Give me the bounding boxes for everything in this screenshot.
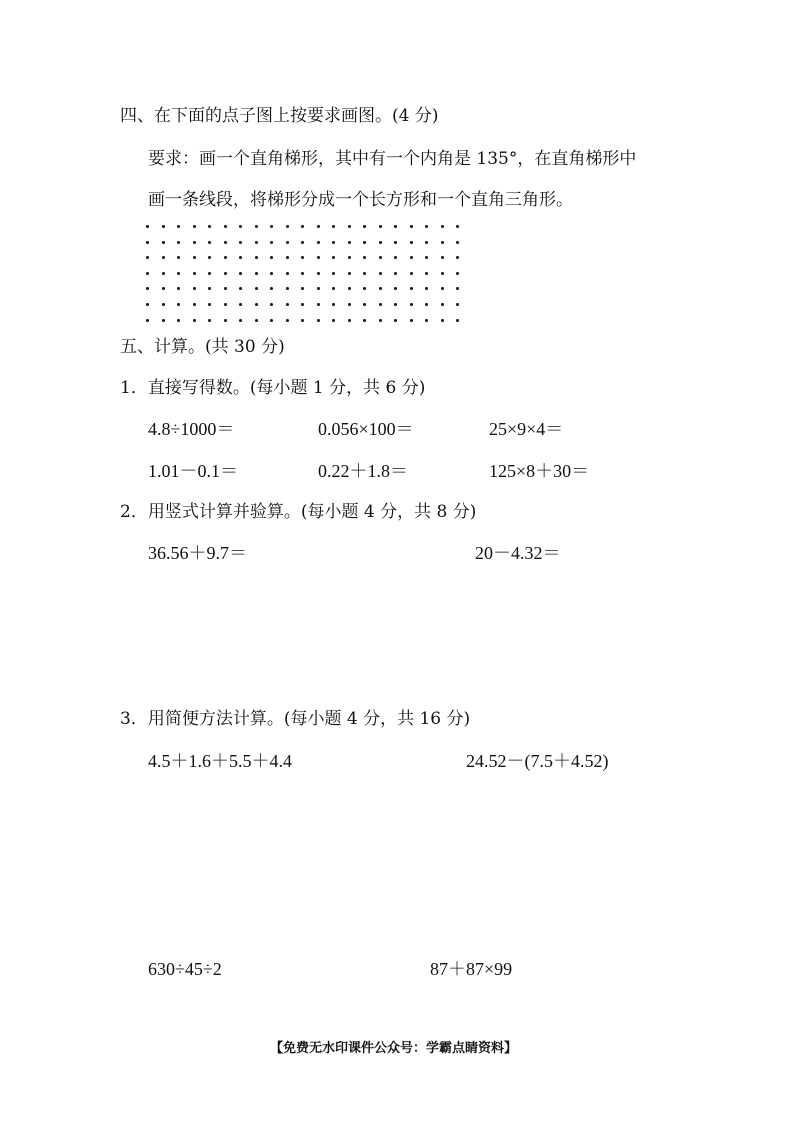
grid-dot[interactable] [286, 225, 289, 228]
grid-dot[interactable] [193, 225, 196, 228]
q2-item: 36.56＋9.7＝ [148, 543, 247, 563]
grid-dot[interactable] [239, 272, 242, 275]
grid-dot[interactable] [301, 287, 304, 290]
grid-dot[interactable] [208, 303, 211, 306]
section-5-heading: 五、计算。(共 30 分) [120, 337, 285, 357]
grid-dot[interactable] [177, 303, 180, 306]
grid-dot[interactable] [317, 319, 320, 322]
grid-dot[interactable] [255, 241, 258, 244]
grid-dot[interactable] [193, 256, 196, 259]
grid-dot[interactable] [348, 241, 351, 244]
grid-dot[interactable] [410, 225, 413, 228]
grid-dot[interactable] [162, 303, 165, 306]
grid-dot[interactable] [270, 303, 273, 306]
grid-dot[interactable] [193, 319, 196, 322]
grid-dot[interactable] [301, 303, 304, 306]
grid-dot[interactable] [441, 303, 444, 306]
grid-dot[interactable] [146, 225, 149, 228]
grid-dot[interactable] [239, 241, 242, 244]
grid-dot[interactable] [363, 241, 366, 244]
grid-dot[interactable] [441, 272, 444, 275]
grid-dot[interactable] [456, 303, 459, 306]
grid-dot[interactable] [317, 256, 320, 259]
grid-dot[interactable] [224, 225, 227, 228]
grid-dot[interactable] [224, 303, 227, 306]
grid-dot[interactable] [410, 241, 413, 244]
q1-item: 4.8÷1000＝ [148, 419, 235, 439]
grid-dot[interactable] [146, 319, 149, 322]
grid-dot[interactable] [162, 287, 165, 290]
grid-dot[interactable] [301, 272, 304, 275]
grid-dot[interactable] [425, 272, 428, 275]
grid-dot[interactable] [332, 225, 335, 228]
grid-dot[interactable] [255, 272, 258, 275]
requirement-line-2: 画一条线段，将梯形分成一个长方形和一个直角三角形。 [148, 190, 573, 210]
requirement-line-1: 要求：画一个直角梯形，其中有一个内角是 135°，在直角梯形中 [148, 149, 637, 169]
grid-dot[interactable] [348, 287, 351, 290]
grid-dot[interactable] [363, 256, 366, 259]
grid-dot[interactable] [379, 303, 382, 306]
grid-dot[interactable] [208, 272, 211, 275]
grid-dot[interactable] [348, 319, 351, 322]
grid-dot[interactable] [162, 256, 165, 259]
grid-dot[interactable] [348, 256, 351, 259]
grid-dot[interactable] [317, 241, 320, 244]
grid-dot[interactable] [239, 225, 242, 228]
grid-dot[interactable] [146, 272, 149, 275]
section-4-heading: 四、在下面的点子图上按要求画图。(4 分) [120, 106, 439, 126]
grid-dot[interactable] [425, 256, 428, 259]
grid-dot[interactable] [348, 225, 351, 228]
q3-item: 4.5＋1.6＋5.5＋4.4 [148, 751, 292, 771]
grid-dot[interactable] [224, 241, 227, 244]
grid-dot[interactable] [177, 287, 180, 290]
grid-dot[interactable] [208, 287, 211, 290]
q1-item: 25×9×4＝ [489, 419, 564, 439]
grid-dot[interactable] [425, 225, 428, 228]
grid-dot[interactable] [332, 287, 335, 290]
grid-dot[interactable] [394, 303, 397, 306]
q1-item: 0.22＋1.8＝ [318, 461, 408, 481]
grid-dot[interactable] [224, 319, 227, 322]
grid-dot[interactable] [208, 241, 211, 244]
grid-dot[interactable] [332, 319, 335, 322]
grid-dot[interactable] [425, 287, 428, 290]
grid-dot[interactable] [379, 287, 382, 290]
grid-dot[interactable] [410, 256, 413, 259]
grid-dot[interactable] [317, 287, 320, 290]
dot-grid[interactable] [146, 225, 461, 325]
grid-dot[interactable] [441, 319, 444, 322]
grid-dot[interactable] [456, 319, 459, 322]
grid-dot[interactable] [410, 287, 413, 290]
grid-dot[interactable] [162, 225, 165, 228]
grid-dot[interactable] [255, 225, 258, 228]
grid-dot[interactable] [301, 225, 304, 228]
grid-dot[interactable] [317, 303, 320, 306]
grid-dot[interactable] [379, 272, 382, 275]
grid-dot[interactable] [379, 319, 382, 322]
footer-note: 【免费无水印课件公众号：学霸点睛资料】 [270, 1041, 518, 1056]
grid-dot[interactable] [255, 287, 258, 290]
q3-item: 87＋87×99 [430, 959, 513, 979]
grid-dot[interactable] [441, 225, 444, 228]
grid-dot[interactable] [394, 225, 397, 228]
grid-dot[interactable] [332, 303, 335, 306]
grid-dot[interactable] [363, 303, 366, 306]
grid-dot[interactable] [394, 272, 397, 275]
grid-dot[interactable] [239, 256, 242, 259]
grid-dot[interactable] [162, 319, 165, 322]
grid-dot[interactable] [301, 241, 304, 244]
grid-dot[interactable] [193, 287, 196, 290]
grid-dot[interactable] [162, 241, 165, 244]
q3-item: 24.52－(7.5＋4.52) [466, 751, 609, 771]
grid-dot[interactable] [208, 256, 211, 259]
grid-dot[interactable] [146, 287, 149, 290]
grid-dot[interactable] [239, 287, 242, 290]
grid-dot[interactable] [363, 272, 366, 275]
grid-dot[interactable] [348, 272, 351, 275]
q3-item: 630÷45÷2 [148, 959, 222, 979]
grid-dot[interactable] [286, 303, 289, 306]
grid-dot[interactable] [410, 272, 413, 275]
grid-dot[interactable] [441, 241, 444, 244]
grid-dot[interactable] [177, 241, 180, 244]
grid-dot[interactable] [177, 272, 180, 275]
grid-dot[interactable] [270, 272, 273, 275]
grid-dot[interactable] [286, 256, 289, 259]
grid-dot[interactable] [146, 241, 149, 244]
grid-dot[interactable] [394, 256, 397, 259]
grid-dot[interactable] [270, 319, 273, 322]
grid-dot[interactable] [363, 287, 366, 290]
grid-dot[interactable] [394, 287, 397, 290]
grid-dot[interactable] [379, 241, 382, 244]
grid-dot[interactable] [425, 319, 428, 322]
grid-dot[interactable] [425, 303, 428, 306]
grid-dot[interactable] [255, 319, 258, 322]
grid-dot[interactable] [286, 241, 289, 244]
grid-dot[interactable] [379, 256, 382, 259]
grid-dot[interactable] [224, 287, 227, 290]
q1-item: 1.01－0.1＝ [148, 461, 238, 481]
grid-dot[interactable] [348, 303, 351, 306]
grid-dot[interactable] [379, 225, 382, 228]
grid-dot[interactable] [177, 225, 180, 228]
grid-dot[interactable] [363, 319, 366, 322]
question-2-title: 2．用竖式计算并验算。(每小题 4 分，共 8 分) [120, 502, 477, 522]
grid-dot[interactable] [332, 272, 335, 275]
question-3-title: 3．用简便方法计算。(每小题 4 分，共 16 分) [120, 709, 471, 729]
grid-dot[interactable] [332, 241, 335, 244]
grid-dot[interactable] [224, 272, 227, 275]
grid-dot[interactable] [394, 319, 397, 322]
grid-dot[interactable] [162, 272, 165, 275]
grid-dot[interactable] [193, 303, 196, 306]
grid-dot[interactable] [394, 241, 397, 244]
grid-dot[interactable] [410, 303, 413, 306]
grid-dot[interactable] [193, 241, 196, 244]
grid-dot[interactable] [208, 319, 211, 322]
grid-dot[interactable] [301, 256, 304, 259]
q2-item: 20－4.32＝ [475, 543, 561, 563]
grid-dot[interactable] [270, 287, 273, 290]
grid-dot[interactable] [286, 272, 289, 275]
q1-item: 0.056×100＝ [318, 419, 414, 439]
grid-dot[interactable] [363, 225, 366, 228]
grid-dot[interactable] [177, 256, 180, 259]
grid-dot[interactable] [224, 256, 227, 259]
grid-dot[interactable] [270, 225, 273, 228]
grid-dot[interactable] [208, 225, 211, 228]
grid-dot[interactable] [270, 256, 273, 259]
grid-dot[interactable] [441, 256, 444, 259]
grid-dot[interactable] [239, 303, 242, 306]
grid-dot[interactable] [456, 241, 459, 244]
grid-dot[interactable] [255, 256, 258, 259]
grid-dot[interactable] [317, 272, 320, 275]
grid-dot[interactable] [255, 303, 258, 306]
grid-dot[interactable] [146, 303, 149, 306]
grid-dot[interactable] [317, 225, 320, 228]
grid-dot[interactable] [332, 256, 335, 259]
q1-item: 125×8＋30＝ [489, 461, 590, 481]
grid-dot[interactable] [239, 319, 242, 322]
grid-dot[interactable] [456, 256, 459, 259]
grid-dot[interactable] [146, 256, 149, 259]
grid-dot[interactable] [425, 241, 428, 244]
grid-dot[interactable] [177, 319, 180, 322]
grid-dot[interactable] [286, 287, 289, 290]
grid-dot[interactable] [286, 319, 289, 322]
grid-dot[interactable] [270, 241, 273, 244]
grid-dot[interactable] [456, 225, 459, 228]
grid-dot[interactable] [441, 287, 444, 290]
grid-dot[interactable] [301, 319, 304, 322]
grid-dot[interactable] [456, 272, 459, 275]
question-1-title: 1．直接写得数。(每小题 1 分，共 6 分) [120, 378, 426, 398]
grid-dot[interactable] [456, 287, 459, 290]
grid-dot[interactable] [410, 319, 413, 322]
grid-dot[interactable] [193, 272, 196, 275]
